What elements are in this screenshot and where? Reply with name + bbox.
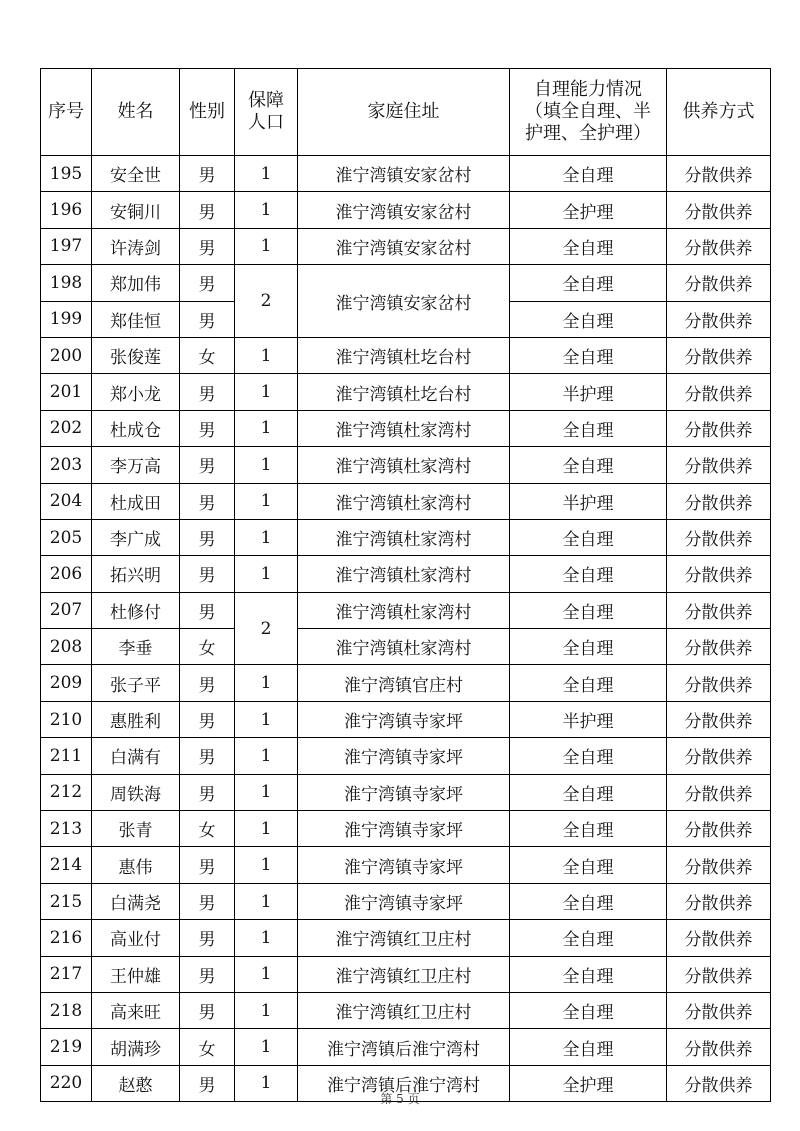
cell-ability: 全自理 [510,447,667,483]
cell-address: 淮宁湾镇官庄村 [298,665,510,701]
cell-gender: 女 [180,629,235,665]
cell-ability: 全护理 [510,1065,667,1101]
cell-seq: 196 [41,192,92,228]
table-row [41,811,771,847]
cell-support: 分散供养 [667,774,771,810]
cell-population: 1 [235,447,298,483]
table-row [41,883,771,919]
cell-ability: 全自理 [510,920,667,956]
cell-ability: 全自理 [510,519,667,555]
cell-support: 分散供养 [667,847,771,883]
cell-ability: 全自理 [510,665,667,701]
cell-seq: 209 [41,665,92,701]
cell-support: 分散供养 [667,883,771,919]
cell-name: 王仲雄 [92,956,180,992]
cell-population: 1 [235,337,298,373]
cell-gender: 男 [180,483,235,519]
cell-population: 1 [235,410,298,446]
cell-seq: 208 [41,629,92,665]
cell-ability: 全自理 [510,156,667,192]
cell-gender: 男 [180,701,235,737]
cell-population: 1 [235,992,298,1028]
cell-support: 分散供养 [667,374,771,410]
cell-gender: 男 [180,447,235,483]
cell-address: 淮宁湾镇杜家湾村 [298,629,510,665]
cell-support: 分散供养 [667,337,771,373]
cell-gender: 男 [180,374,235,410]
cell-population: 1 [235,738,298,774]
cell-seq: 206 [41,556,92,592]
cell-address: 淮宁湾镇寺家坪 [298,847,510,883]
cell-seq: 202 [41,410,92,446]
header-row [41,69,771,156]
cell-name: 拓兴明 [92,556,180,592]
table-row [41,956,771,992]
cell-name: 周铁海 [92,774,180,810]
header-name: 姓名 [92,69,180,156]
cell-address: 淮宁湾镇红卫庄村 [298,920,510,956]
header-support: 供养方式 [667,69,771,156]
cell-gender: 男 [180,847,235,883]
cell-gender: 男 [180,920,235,956]
header-ability-line2: （填全自理、半 [525,101,651,122]
cell-address: 淮宁湾镇寺家坪 [298,811,510,847]
cell-address: 淮宁湾镇杜家湾村 [298,519,510,555]
cell-population: 1 [235,519,298,555]
table-row [41,665,771,701]
table-row [41,228,771,264]
cell-seq: 199 [41,301,92,337]
cell-ability: 全自理 [510,1029,667,1065]
cell-ability: 全自理 [510,992,667,1028]
cell-ability: 全自理 [510,556,667,592]
cell-support: 分散供养 [667,519,771,555]
cell-support: 分散供养 [667,592,771,628]
cell-address: 淮宁湾镇安家岔村 [298,265,510,338]
cell-address: 淮宁湾镇杜圪台村 [298,337,510,373]
cell-seq: 216 [41,920,92,956]
header-ability [510,69,667,156]
cell-gender: 男 [180,519,235,555]
header-gender: 性别 [180,69,235,156]
cell-address: 淮宁湾镇红卫庄村 [298,992,510,1028]
cell-address: 淮宁湾镇寺家坪 [298,738,510,774]
cell-support: 分散供养 [667,447,771,483]
cell-seq: 205 [41,519,92,555]
cell-name: 白满尧 [92,883,180,919]
table-row [41,410,771,446]
cell-support: 分散供养 [667,665,771,701]
cell-name: 高业付 [92,920,180,956]
page-footer: 第 5 页 [380,1092,420,1106]
cell-address: 淮宁湾镇寺家坪 [298,701,510,737]
cell-population: 1 [235,228,298,264]
table-row [41,265,771,301]
cell-ability: 全自理 [510,410,667,446]
cell-name: 张青 [92,811,180,847]
cell-population: 1 [235,374,298,410]
table-row [41,483,771,519]
cell-address: 淮宁湾镇寺家坪 [298,774,510,810]
cell-address: 淮宁湾镇后淮宁湾村 [298,1029,510,1065]
cell-ability: 全自理 [510,265,667,301]
cell-address: 淮宁湾镇红卫庄村 [298,956,510,992]
cell-ability: 全自理 [510,774,667,810]
cell-support: 分散供养 [667,701,771,737]
cell-address: 淮宁湾镇安家岔村 [298,228,510,264]
cell-gender: 男 [180,738,235,774]
table-row [41,156,771,192]
cell-population: 1 [235,483,298,519]
cell-seq: 207 [41,592,92,628]
cell-gender: 女 [180,811,235,847]
table-row [41,447,771,483]
cell-support: 分散供养 [667,192,771,228]
cell-name: 惠胜利 [92,701,180,737]
cell-population: 1 [235,774,298,810]
cell-seq: 195 [41,156,92,192]
cell-seq: 215 [41,883,92,919]
cell-address: 淮宁湾镇后淮宁湾村 [298,1065,510,1101]
cell-ability: 半护理 [510,374,667,410]
cell-ability: 全自理 [510,592,667,628]
cell-address: 淮宁湾镇杜家湾村 [298,556,510,592]
cell-name: 赵憨 [92,1065,180,1101]
cell-gender: 男 [180,556,235,592]
cell-support: 分散供养 [667,156,771,192]
cell-seq: 197 [41,228,92,264]
header-ability-line3: 护理、全护理） [525,123,651,144]
cell-name: 杜成田 [92,483,180,519]
header-population-line1: 保障 [248,90,284,111]
cell-population: 1 [235,701,298,737]
cell-population: 1 [235,811,298,847]
cell-ability: 全自理 [510,738,667,774]
table-row [41,337,771,373]
table-row [41,774,771,810]
table-row [41,920,771,956]
cell-name: 安全世 [92,156,180,192]
cell-seq: 210 [41,701,92,737]
table-row [41,556,771,592]
cell-support: 分散供养 [667,920,771,956]
table-row [41,192,771,228]
cell-population: 1 [235,920,298,956]
cell-support: 分散供养 [667,629,771,665]
table-row [41,1029,771,1065]
cell-support: 分散供养 [667,1029,771,1065]
cell-gender: 男 [180,774,235,810]
cell-gender: 男 [180,992,235,1028]
cell-ability: 全自理 [510,337,667,373]
cell-seq: 200 [41,337,92,373]
table-row [41,519,771,555]
table-row [41,374,771,410]
cell-population: 1 [235,156,298,192]
cell-population: 1 [235,1029,298,1065]
header-ability-line1: 自理能力情况 [534,79,642,100]
cell-support: 分散供养 [667,992,771,1028]
cell-ability: 半护理 [510,483,667,519]
cell-ability: 全自理 [510,228,667,264]
cell-address: 淮宁湾镇安家岔村 [298,156,510,192]
cell-support: 分散供养 [667,265,771,301]
cell-seq: 219 [41,1029,92,1065]
cell-name: 惠伟 [92,847,180,883]
cell-gender: 男 [180,1065,235,1101]
cell-population: 1 [235,192,298,228]
cell-ability: 全自理 [510,301,667,337]
cell-gender: 男 [180,592,235,628]
cell-seq: 201 [41,374,92,410]
cell-name: 白满有 [92,738,180,774]
cell-gender: 男 [180,410,235,446]
table-row [41,701,771,737]
cell-population: 1 [235,665,298,701]
cell-address: 淮宁湾镇杜家湾村 [298,592,510,628]
cell-address: 淮宁湾镇寺家坪 [298,883,510,919]
cell-support: 分散供养 [667,738,771,774]
cell-seq: 212 [41,774,92,810]
cell-address: 淮宁湾镇杜家湾村 [298,447,510,483]
cell-name: 安铜川 [92,192,180,228]
cell-ability: 全自理 [510,956,667,992]
cell-gender: 男 [180,265,235,301]
cell-ability: 全自理 [510,883,667,919]
cell-support: 分散供养 [667,301,771,337]
cell-support: 分散供养 [667,410,771,446]
table-body [41,156,771,1102]
header-seq: 序号 [41,69,92,156]
cell-population: 2 [235,592,298,665]
cell-ability: 半护理 [510,701,667,737]
cell-name: 高来旺 [92,992,180,1028]
cell-support: 分散供养 [667,1065,771,1101]
cell-support: 分散供养 [667,956,771,992]
cell-name: 张子平 [92,665,180,701]
cell-population: 1 [235,956,298,992]
table-row [41,738,771,774]
cell-name: 杜成仓 [92,410,180,446]
cell-seq: 214 [41,847,92,883]
cell-name: 许涛剑 [92,228,180,264]
cell-seq: 213 [41,811,92,847]
cell-support: 分散供养 [667,811,771,847]
cell-name: 李广成 [92,519,180,555]
header-population [235,69,298,156]
cell-name: 胡满珍 [92,1029,180,1065]
cell-gender: 男 [180,956,235,992]
cell-population: 1 [235,883,298,919]
cell-address: 淮宁湾镇杜圪台村 [298,374,510,410]
cell-gender: 男 [180,883,235,919]
cell-support: 分散供养 [667,228,771,264]
cell-gender: 男 [180,228,235,264]
cell-gender: 男 [180,156,235,192]
cell-population: 1 [235,847,298,883]
cell-ability: 全自理 [510,847,667,883]
cell-name: 李万高 [92,447,180,483]
table-row [41,592,771,628]
table-row [41,847,771,883]
cell-seq: 211 [41,738,92,774]
cell-population: 2 [235,265,298,338]
cell-gender: 男 [180,301,235,337]
table-row [41,992,771,1028]
cell-seq: 217 [41,956,92,992]
cell-population: 1 [235,1065,298,1101]
cell-gender: 男 [180,665,235,701]
cell-seq: 198 [41,265,92,301]
cell-ability: 全护理 [510,192,667,228]
cell-name: 郑加伟 [92,265,180,301]
cell-address: 淮宁湾镇安家岔村 [298,192,510,228]
table-row [41,629,771,665]
cell-ability: 全自理 [510,811,667,847]
cell-seq: 218 [41,992,92,1028]
cell-support: 分散供养 [667,556,771,592]
cell-gender: 女 [180,1029,235,1065]
cell-seq: 203 [41,447,92,483]
cell-name: 郑佳恒 [92,301,180,337]
header-population-line2: 人口 [248,112,284,133]
cell-name: 郑小龙 [92,374,180,410]
cell-address: 淮宁湾镇杜家湾村 [298,483,510,519]
cell-support: 分散供养 [667,483,771,519]
cell-seq: 204 [41,483,92,519]
cell-name: 杜修付 [92,592,180,628]
cell-address: 淮宁湾镇杜家湾村 [298,410,510,446]
cell-seq: 220 [41,1065,92,1101]
cell-population: 1 [235,556,298,592]
cell-gender: 男 [180,192,235,228]
cell-gender: 女 [180,337,235,373]
roster-table [40,68,771,1102]
cell-name: 张俊莲 [92,337,180,373]
header-address: 家庭住址 [298,69,510,156]
cell-ability: 全自理 [510,629,667,665]
cell-name: 李垂 [92,629,180,665]
